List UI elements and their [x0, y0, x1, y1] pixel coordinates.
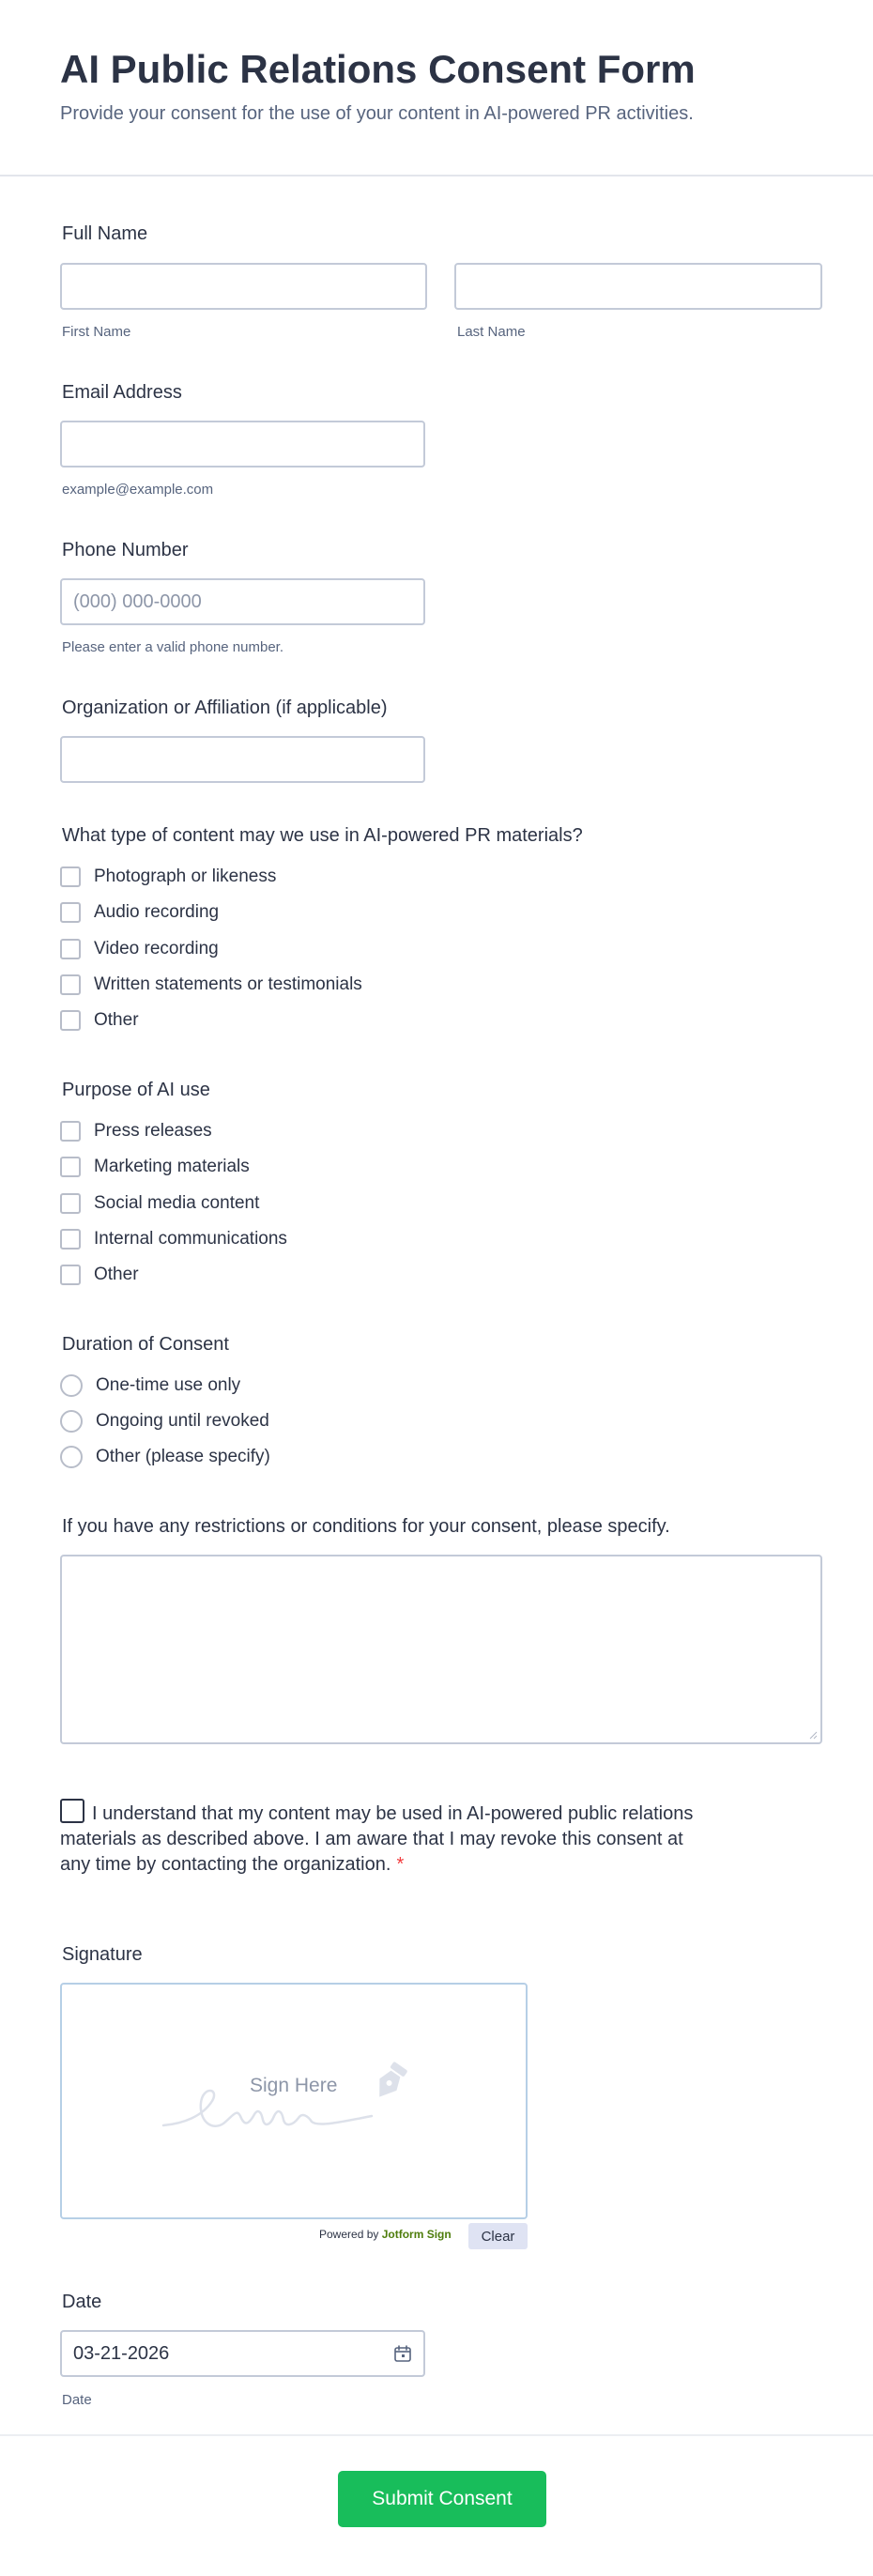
consent-statement	[60, 1799, 717, 1878]
option-label: Press releases	[94, 1121, 212, 1141]
purpose-option-other[interactable]	[60, 1263, 139, 1287]
last-name-input[interactable]	[454, 263, 822, 310]
purpose-option-press[interactable]	[60, 1119, 212, 1143]
resize-handle-icon[interactable]	[808, 1730, 818, 1740]
duration-question: Duration of Consent	[62, 1334, 229, 1355]
organization-label: Organization or Affiliation (if applicable)	[62, 698, 388, 718]
first-name-input[interactable]	[60, 263, 427, 310]
option-label: Other	[94, 1265, 139, 1284]
date-input[interactable]	[60, 2330, 425, 2377]
email-sublabel: example@example.com	[62, 482, 214, 498]
duration-option-ongoing[interactable]	[60, 1409, 269, 1434]
purpose-option-social[interactable]	[60, 1191, 259, 1216]
purpose-option-internal[interactable]	[60, 1227, 287, 1251]
phone-label: Phone Number	[62, 540, 189, 560]
restrictions-label: If you have any restrictions or conditions for your consent, please specify.	[62, 1516, 670, 1537]
date-label: Date	[62, 2292, 102, 2312]
full-name-label: Full Name	[62, 223, 148, 244]
organization-input[interactable]	[60, 736, 425, 783]
option-label: Internal communications	[94, 1229, 287, 1249]
option-label: Other	[94, 1010, 139, 1030]
checkbox[interactable]	[60, 866, 81, 887]
consent-text: I understand that my content may be used in AI-powered public relations materials as described above. I am aware that I may revoke this consent at any time by contacting the organization.	[60, 1803, 694, 1875]
radio-button[interactable]	[60, 1374, 83, 1397]
content-option-photograph[interactable]	[60, 865, 276, 889]
email-input[interactable]	[60, 421, 425, 468]
option-label: Other (please specify)	[96, 1447, 270, 1466]
duration-option-one-time[interactable]	[60, 1373, 240, 1398]
purpose-question: Purpose of AI use	[62, 1080, 210, 1100]
content-option-written[interactable]	[60, 973, 362, 997]
powered-by-note	[319, 2228, 452, 2241]
form-header	[0, 0, 873, 176]
consent-checkbox[interactable]	[60, 1799, 84, 1823]
first-name-sublabel: First Name	[62, 324, 131, 340]
email-label: Email Address	[62, 382, 182, 403]
sign-here-placeholder: Sign Here	[250, 2075, 338, 2096]
form-subtitle: Provide your consent for the use of your content in AI-powered PR activities.	[60, 103, 694, 124]
powered-by-text: Powered by	[319, 2228, 379, 2241]
checkbox[interactable]	[60, 1265, 81, 1285]
content-option-other[interactable]	[60, 1008, 139, 1033]
duration-option-other[interactable]	[60, 1445, 270, 1469]
signature-pad[interactable]	[60, 1983, 528, 2219]
date-sublabel: Date	[62, 2392, 92, 2408]
checkbox[interactable]	[60, 939, 81, 959]
purpose-option-marketing[interactable]	[60, 1155, 250, 1179]
radio-button[interactable]	[60, 1446, 83, 1468]
option-label: Video recording	[94, 939, 219, 958]
checkbox[interactable]	[60, 974, 81, 995]
signature-label: Signature	[62, 1944, 143, 1965]
option-label: Social media content	[94, 1193, 260, 1213]
checkbox[interactable]	[60, 1121, 81, 1142]
phone-sublabel: Please enter a valid phone number.	[62, 639, 283, 655]
last-name-sublabel: Last Name	[457, 324, 526, 340]
option-label: Audio recording	[94, 902, 220, 922]
signature-scribble-icon	[62, 1985, 526, 2217]
phone-placeholder: (000) 000-0000	[73, 590, 202, 612]
submit-consent-button[interactable]: Submit Consent	[338, 2471, 546, 2527]
option-label: One-time use only	[96, 1375, 241, 1395]
content-type-question: What type of content may we use in AI-powered PR materials?	[62, 825, 583, 846]
phone-input[interactable]	[60, 578, 425, 625]
date-value: 03-21-2026	[73, 2342, 170, 2364]
restrictions-textarea[interactable]	[60, 1555, 822, 1744]
checkbox[interactable]	[60, 1229, 81, 1250]
option-label: Written statements or testimonials	[94, 974, 362, 994]
form-title: AI Public Relations Consent Form	[60, 47, 696, 91]
checkbox[interactable]	[60, 1157, 81, 1177]
option-label: Ongoing until revoked	[96, 1411, 269, 1431]
content-option-audio[interactable]	[60, 900, 219, 925]
content-option-video[interactable]	[60, 937, 219, 961]
required-asterisk: *	[396, 1854, 405, 1875]
calendar-icon[interactable]	[393, 2344, 412, 2363]
option-label: Photograph or likeness	[94, 866, 277, 886]
checkbox[interactable]	[60, 902, 81, 923]
radio-button[interactable]	[60, 1410, 83, 1433]
clear-signature-button[interactable]: Clear	[468, 2223, 528, 2249]
checkbox[interactable]	[60, 1010, 81, 1031]
checkbox[interactable]	[60, 1193, 81, 1214]
option-label: Marketing materials	[94, 1157, 250, 1176]
jotform-sign-brand[interactable]: Jotform Sign	[381, 2228, 452, 2241]
